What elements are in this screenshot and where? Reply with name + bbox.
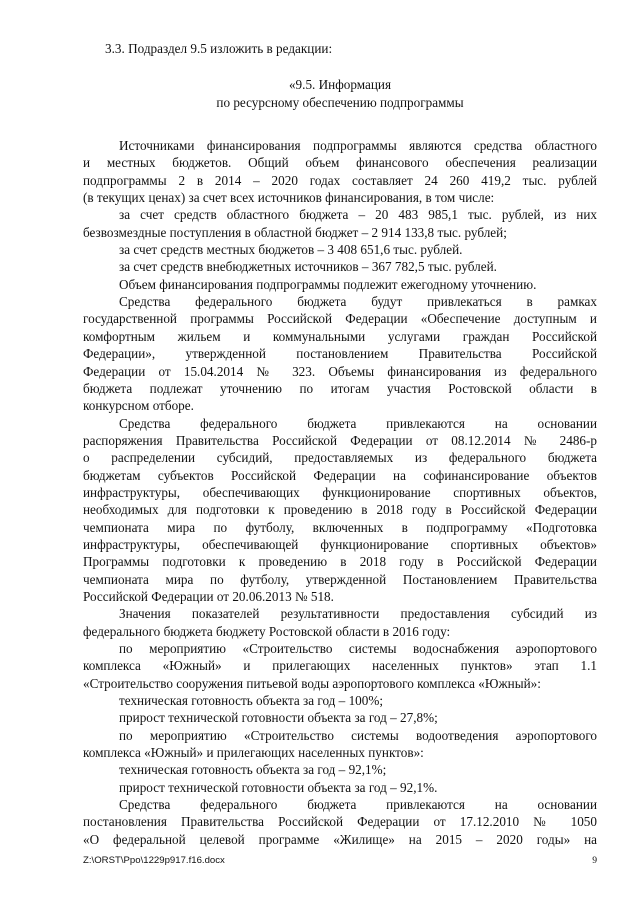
text-line: (в текущих ценах) за счет всех источников финансирования, в том числе: bbox=[83, 190, 495, 206]
paragraph-extrabudgetary: за счет средств внебюджетных источников – 367 782,5 тыс. рублей. bbox=[119, 259, 497, 275]
text-line: постановления Правительства Российской Федерации от 17.12.2010 № 1050 bbox=[83, 814, 597, 830]
text-line: «Строительство сооружения питьевой воды аэропортового комплекса «Южный»: bbox=[83, 675, 541, 691]
text-line: и местных бюджетов. Общий объем финансового обеспечения реализации bbox=[83, 155, 597, 171]
text-line: комфортным жильем и коммунальными услугами граждан Российской bbox=[83, 328, 597, 344]
text-line: Средства федерального бюджета привлекаются на основании bbox=[119, 415, 597, 431]
text-line: федерального бюджета бюджету Ростовской области в 2016 году: bbox=[83, 623, 451, 639]
text-line: комплекса «Южный» и прилегающих населенных пунктов» этап 1.1 bbox=[83, 658, 597, 674]
paragraph-increase-27-8: прирост технической готовности объекта за год – 27,8%; bbox=[119, 710, 438, 726]
text-line: бюджета подлежат уточнению по итогам участия Ростовской области в bbox=[83, 380, 597, 396]
paragraph-federal-decree-1050 bbox=[83, 796, 597, 848]
text-line: Федерации от 15.04.2014 № 323. Объемы финансирования из федерального bbox=[83, 363, 597, 379]
text-line: подпрограммы 2 в 2014 – 2020 годах составляет 24 260 419,2 тыс. рублей bbox=[83, 172, 597, 188]
text-line: чемпионата мира по футболу, включенных в подпрограмму «Подготовка bbox=[83, 519, 597, 535]
paragraph-federal-state-program bbox=[83, 293, 597, 414]
text-line: Федерации», утвержденной постановлением Правительства Российской bbox=[83, 346, 597, 362]
text-line: по мероприятию «Строительство системы водоотведения аэропортового bbox=[119, 727, 597, 743]
text-line: инфраструктуры, обеспечивающей функционирование спортивных объектов» bbox=[83, 536, 597, 552]
paragraph-local-budget: за счет средств местных бюджетов – 3 408 651,6 тыс. рублей. bbox=[119, 242, 463, 258]
page-number: 9 bbox=[592, 855, 597, 866]
text-line: чемпионата мира по футболу, утвержденной Постановлением Правительства bbox=[83, 571, 597, 587]
text-line: Российской Федерации от 20.06.2013 № 518. bbox=[83, 588, 334, 604]
text-line: по мероприятию «Строительство системы водоснабжения аэропортового bbox=[119, 641, 597, 656]
paragraph-indicators bbox=[83, 605, 597, 640]
heading-line-1: «9.5. Информация bbox=[288, 77, 392, 93]
text-line: необходимых для подготовки к проведению в 2018 году в Российской Федерации bbox=[83, 502, 597, 518]
text-line: Средства федерального бюджета будут привлекаться в рамках bbox=[119, 294, 597, 310]
text-line: государственной программы Российской Федерации «Обеспечение доступным и bbox=[83, 311, 597, 327]
paragraph-water-disposal bbox=[83, 727, 597, 762]
paragraph-financing-sources bbox=[83, 137, 597, 206]
text-line: комплекса «Южный» и прилегающих населенных пунктов»: bbox=[83, 745, 424, 761]
text-line: Программы подготовки к проведению в 2018 году в Российской Федерации bbox=[83, 554, 597, 570]
section-instruction: 3.3. Подраздел 9.5 изложить в редакции: bbox=[105, 41, 333, 56]
heading-line-2: по ресурсному обеспечению подпрограммы bbox=[216, 94, 464, 110]
text-line: Средства федерального бюджета привлекаются на основании bbox=[119, 797, 597, 813]
paragraph-increase-92-1: прирост технической готовности объекта за год – 92,1%. bbox=[119, 779, 438, 795]
text-line: бюджетам субъектов Российской Федерации на софинансирование объектов bbox=[83, 467, 597, 483]
document-body bbox=[83, 40, 597, 848]
paragraph-regional-budget bbox=[83, 206, 597, 241]
text-line: о распределении субсидий, предоставляемых из федерального бюджета bbox=[83, 450, 597, 466]
text-line: инфраструктуры, обеспечивающих функционирование спортивных объектов, bbox=[83, 484, 597, 500]
paragraph-federal-order-2486 bbox=[83, 415, 597, 606]
text-line: за счет средств областного бюджета – 20 483 985,1 тыс. рублей, из них bbox=[119, 207, 597, 223]
text-line: Источниками финансирования подпрограммы являются средства областного bbox=[119, 138, 597, 154]
text-line: распоряжения Правительства Российской Федерации от 08.12.2014 № 2486-р bbox=[83, 432, 597, 448]
text-line: безвозмездные поступления в областной бюджет – 2 914 133,8 тыс. рублей; bbox=[83, 224, 507, 240]
text-line: Значения показателей результативности предоставления субсидий из bbox=[119, 606, 597, 622]
paragraph-readiness-92-1: техническая готовность объекта за год – 92,1%; bbox=[119, 762, 387, 778]
file-path: Z:\ORST\Ppo\1229p917.f16.docx bbox=[83, 855, 225, 866]
text-line: «О федеральной целевой программе «Жилище» на 2015 – 2020 годы» на bbox=[83, 831, 597, 847]
paragraph-annual-clarification: Объем финансирования подпрограммы подлежит ежегодному уточнению. bbox=[119, 276, 537, 292]
text-line: конкурсном отборе. bbox=[83, 398, 194, 414]
paragraph-readiness-100: техническая готовность объекта за год – 100%; bbox=[119, 693, 383, 709]
paragraph-water-supply bbox=[83, 640, 597, 692]
